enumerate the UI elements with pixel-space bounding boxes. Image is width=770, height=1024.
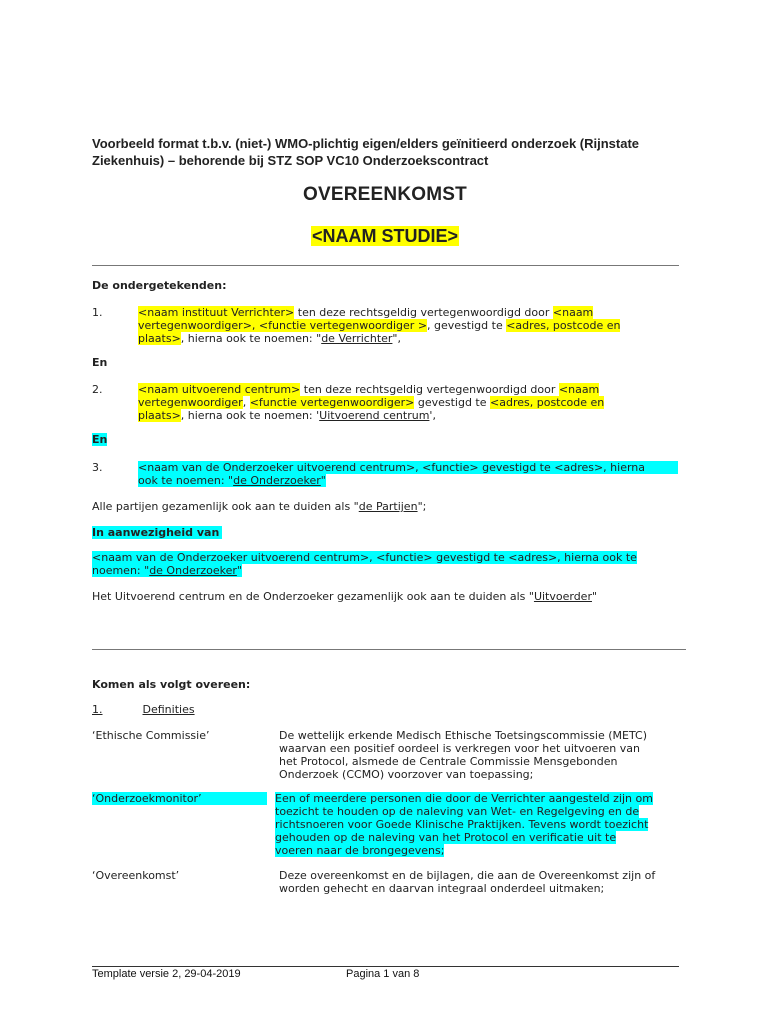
header-line-2: Ziekenhuis) – behorende bij STZ SOP VC10 Onderzoekscontract bbox=[92, 153, 489, 168]
party-1-text: <naam instituut Verrichter> ten deze rechtsgeldig vertegenwoordigd door <naam vertegenwoordiger>, <functie vertegenwoordiger >, gevestigd te <adres, postcode en plaats>, hierna ook te noemen: "de Verrichter", bbox=[138, 306, 621, 345]
document-header bbox=[92, 135, 639, 169]
executor-term: Uitvoerder bbox=[533, 590, 592, 603]
center-name-placeholder: <naam uitvoerend centrum> bbox=[138, 383, 301, 396]
party-3-text: <naam van de Onderzoeker uitvoerend centrum>, <functie> gevestigd te <adres>, hierna ook te noemen: "de Onderzoeker" bbox=[138, 461, 678, 487]
presence-text: <naam van de Onderzoeker uitvoerend centrum>, <functie> gevestigd te <adres>, hierna ook te noemen: "de Onderzoeker" bbox=[92, 551, 637, 577]
researcher-term: de Onderzoeker bbox=[233, 474, 321, 487]
definition-text: Deze overeenkomst en de bijlagen, die aan de Overeenkomst zijn of worden gehecht en daarvan integraal onderdeel uitmaken; bbox=[279, 869, 656, 895]
section-divider bbox=[92, 649, 686, 650]
verrichter-term: de Verrichter bbox=[321, 332, 393, 345]
definition-term: ‘Onderzoekmonitor’ bbox=[92, 792, 267, 805]
definition-text: De wettelijk erkende Medisch Ethische Toetsingscommissie (METC) waarvan een positief oordeel is verkregen voor het uitvoeren van het Protocol, alsmede de Centrale Commissie Mensgebonden Onderzoek (CCMO) voorzover van toepassing; bbox=[279, 729, 647, 781]
parties-term: de Partijen bbox=[358, 500, 418, 513]
party-1-number: 1. bbox=[92, 306, 103, 319]
footer-divider bbox=[92, 966, 679, 967]
party-3-number: 3. bbox=[92, 461, 103, 474]
presence-heading: In aanwezigheid van bbox=[92, 526, 222, 539]
party-2-number: 2. bbox=[92, 383, 103, 396]
agreement-heading: Komen als volgt overeen: bbox=[92, 678, 251, 691]
representative-placeholder: vertegenwoordiger>, <functie vertegenwoordiger > bbox=[138, 319, 428, 332]
definition-term: ‘Overeenkomst’ bbox=[92, 869, 180, 882]
definitions-heading: 1. Definities bbox=[92, 703, 195, 716]
definition-term: ‘Ethische Commissie’ bbox=[92, 729, 210, 742]
executor-sentence: Het Uitvoerend centrum en de Onderzoeker gezamenlijk ook aan te duiden als "Uitvoerder" bbox=[92, 590, 598, 603]
conjunction-en-2: En bbox=[92, 433, 108, 446]
conjunction-en-1: En bbox=[92, 356, 108, 369]
page-number: Pagina 1 van 8 bbox=[346, 968, 420, 980]
signatories-heading: De ondergetekenden: bbox=[92, 279, 227, 292]
party-2-text: <naam uitvoerend centrum> ten deze rechtsgeldig vertegenwoordigd door <naam vertegenwoordiger, <functie vertegenwoordiger> gevestigd te <adres, postcode en plaats>, hierna ook te noemen: 'Uitvoerend centrum', bbox=[138, 383, 605, 422]
page-title: OVEREENKOMST bbox=[303, 184, 467, 205]
template-version: Template versie 2, 29-04-2019 bbox=[92, 968, 241, 980]
header-line-1: Voorbeeld format t.b.v. (niet-) WMO-plichtig eigen/elders geïnitieerd onderzoek (Rijnstate bbox=[92, 136, 640, 151]
verrichter-institute-placeholder: <naam instituut Verrichter> bbox=[138, 306, 295, 319]
center-term: Uitvoerend centrum bbox=[319, 409, 430, 422]
study-name-placeholder: <NAAM STUDIE> bbox=[311, 226, 459, 246]
parties-sentence: Alle partijen gezamenlijk ook aan te duiden als "de Partijen"; bbox=[92, 500, 427, 513]
title-divider bbox=[92, 265, 679, 266]
subtitle-wrapper bbox=[0, 226, 770, 247]
definition-text: Een of meerdere personen die door de Verrichter aangesteld zijn om toezicht te houden op de naleving van Wet- en Regelgeving en de richtsnoeren voor Goede Klinische Praktijken. Tevens wordt toezicht gehouden op de naleving van het Protocol en verificatie uit te voeren naar de brongegevens; bbox=[275, 792, 653, 857]
